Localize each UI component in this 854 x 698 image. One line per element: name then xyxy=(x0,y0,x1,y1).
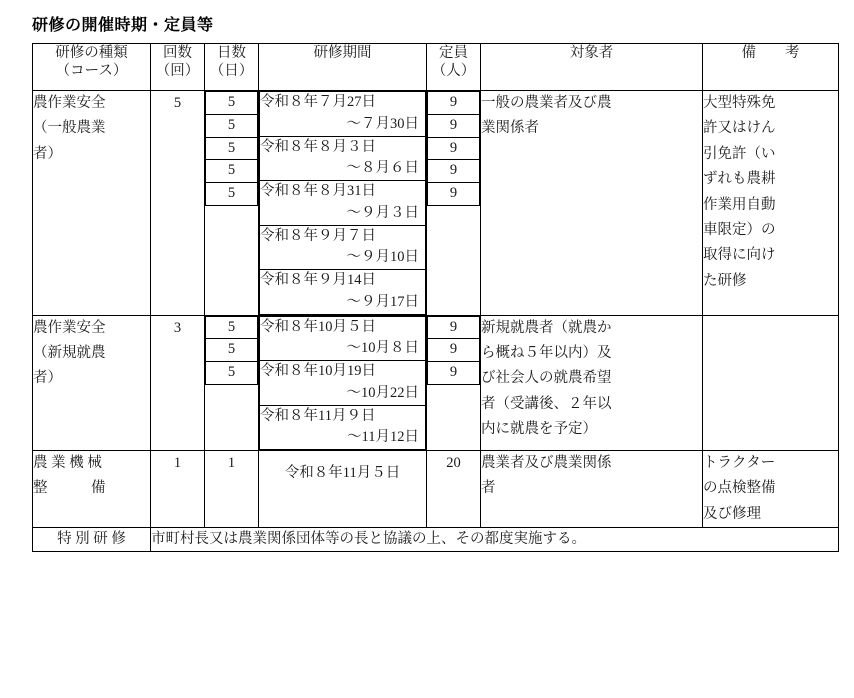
page-title: 研修の開催時期・定員等 xyxy=(32,17,214,34)
header-course-line1: 研修の種類 xyxy=(55,45,128,61)
period-entry xyxy=(260,316,426,361)
header-target: 対象者 xyxy=(481,44,703,91)
cell-capacity xyxy=(427,315,481,451)
period-to: ～７月30日 xyxy=(346,115,419,132)
period-to: ～８月６日 xyxy=(346,160,419,177)
capacity-value: 9 xyxy=(428,362,480,385)
target-line: ら概ね５年以内）及 xyxy=(481,344,612,361)
period-to: ～９月17日 xyxy=(346,293,419,310)
remarks-line: 取得に向け xyxy=(703,247,776,264)
capacity-value: 9 xyxy=(428,137,480,160)
cell-period xyxy=(259,451,427,528)
period-entry xyxy=(260,225,426,270)
remarks-line: 引免許（い xyxy=(703,145,776,162)
remarks-line: 車限定）の xyxy=(703,221,776,238)
period-from: 令和８年９月14日 xyxy=(260,272,376,288)
header-days-line1: 日数 xyxy=(217,45,246,61)
remarks-line: 大型特殊免 xyxy=(703,95,776,111)
remarks-line: トラクター xyxy=(703,455,776,471)
period-entry xyxy=(260,181,426,226)
header-capacity-line1: 定員 xyxy=(439,45,468,61)
table-row xyxy=(33,91,839,316)
header-days xyxy=(205,44,259,91)
header-capacity-line2: （人） xyxy=(431,63,476,80)
cell-remarks xyxy=(703,91,839,316)
cell-period xyxy=(259,315,427,451)
header-times xyxy=(151,44,205,91)
period-to: ～９月３日 xyxy=(346,204,419,221)
capacity-value: 9 xyxy=(428,339,480,362)
remarks-line: 作業用自動 xyxy=(703,196,776,213)
days-value: 5 xyxy=(206,339,258,362)
table-row xyxy=(33,315,839,451)
table-header-row xyxy=(33,44,839,91)
cell-times: 1 xyxy=(151,451,205,528)
header-times-line1: 回数 xyxy=(163,45,192,61)
header-times-line2: （回） xyxy=(155,63,200,80)
days-value: 5 xyxy=(206,92,258,115)
period-to: ～10月22日 xyxy=(346,384,419,401)
period-from: 令和８年９月７日 xyxy=(260,227,376,244)
header-days-line2: （日） xyxy=(209,63,254,80)
cell-remarks xyxy=(703,315,839,451)
target-line: 内に就農を予定） xyxy=(481,421,597,437)
days-value: 5 xyxy=(206,137,258,160)
target-line: び社会人の就農希望 xyxy=(481,370,612,387)
course-line: 者） xyxy=(33,145,62,162)
cell-target xyxy=(481,451,703,528)
target-line: 者 xyxy=(481,480,496,497)
course-line: （一般農業 xyxy=(33,120,106,137)
cell-capacity xyxy=(427,91,481,316)
cell-times: 3 xyxy=(151,315,205,451)
period-from: 令和８年11月５日 xyxy=(284,465,401,481)
period-from: 令和８年11月９日 xyxy=(260,407,376,424)
period-entry xyxy=(260,361,426,406)
target-line: 一般の農業者及び農 xyxy=(481,95,612,111)
target-line: 農業者及び農業関係 xyxy=(481,455,612,471)
period-from: 令和８年８月31日 xyxy=(260,183,376,199)
target-line: 者（受講後、２年以 xyxy=(481,395,612,412)
remarks-line: 許又はけん xyxy=(703,120,776,137)
period-from: 令和８年10月19日 xyxy=(260,363,376,379)
course-line: 農作業安全 xyxy=(33,319,106,336)
days-value: 5 xyxy=(206,114,258,137)
period-from: 令和８年７月27日 xyxy=(260,94,376,110)
period-from: 令和８年８月３日 xyxy=(260,138,376,155)
cell-target xyxy=(481,91,703,316)
period-to: ～10月８日 xyxy=(346,340,419,357)
capacity-value: 9 xyxy=(428,183,480,206)
header-remarks: 備 考 xyxy=(703,44,839,91)
remarks-line: の点検整備 xyxy=(703,480,776,497)
table-row xyxy=(33,451,839,528)
cell-capacity: 20 xyxy=(427,451,481,528)
period-to: ～11月12日 xyxy=(347,429,419,446)
cell-period xyxy=(259,91,427,316)
capacity-value: 9 xyxy=(428,92,480,115)
days-value: 5 xyxy=(206,183,258,206)
remarks-line: 及び修理 xyxy=(703,505,761,522)
special-training-label: 特 別 研 修 xyxy=(33,528,151,552)
header-capacity xyxy=(427,44,481,91)
days-value: 5 xyxy=(206,160,258,183)
target-line: 新規就農者（就農か xyxy=(481,319,612,336)
cell-course xyxy=(33,91,151,316)
header-course xyxy=(33,44,151,91)
cell-days xyxy=(205,315,259,451)
course-line: 整 備 xyxy=(33,480,106,497)
special-training-text: 市町村長又は農業関係団体等の長と協議の上、その都度実施する。 xyxy=(151,528,839,552)
cell-days xyxy=(205,91,259,316)
days-value: 5 xyxy=(206,362,258,385)
cell-target xyxy=(481,315,703,451)
capacity-value: 9 xyxy=(428,114,480,137)
period-entry xyxy=(260,136,426,181)
cell-course xyxy=(33,315,151,451)
training-schedule-table xyxy=(32,43,839,552)
remarks-line: ずれも農耕 xyxy=(703,171,776,188)
period-entry xyxy=(260,270,426,315)
cell-times: 5 xyxy=(151,91,205,316)
period-entry xyxy=(260,405,426,450)
cell-remarks xyxy=(703,451,839,528)
period-from: 令和８年10月５日 xyxy=(260,318,376,335)
course-line: 農 業 機 械 xyxy=(33,455,102,471)
course-line: 者） xyxy=(33,370,62,387)
cell-course xyxy=(33,451,151,528)
header-course-line2: （コース） xyxy=(55,63,128,80)
course-line: 農作業安全 xyxy=(33,95,106,111)
period-entry xyxy=(260,92,426,137)
table-footer-row xyxy=(33,528,839,552)
cell-days: 1 xyxy=(205,451,259,528)
capacity-value: 9 xyxy=(428,160,480,183)
header-period: 研修期間 xyxy=(259,44,427,91)
remarks-line: た研修 xyxy=(703,272,747,289)
period-to: ～９月10日 xyxy=(346,249,419,266)
days-value: 5 xyxy=(206,316,258,339)
target-line: 業関係者 xyxy=(481,120,539,137)
capacity-value: 9 xyxy=(428,316,480,339)
course-line: （新規就農 xyxy=(33,344,106,361)
